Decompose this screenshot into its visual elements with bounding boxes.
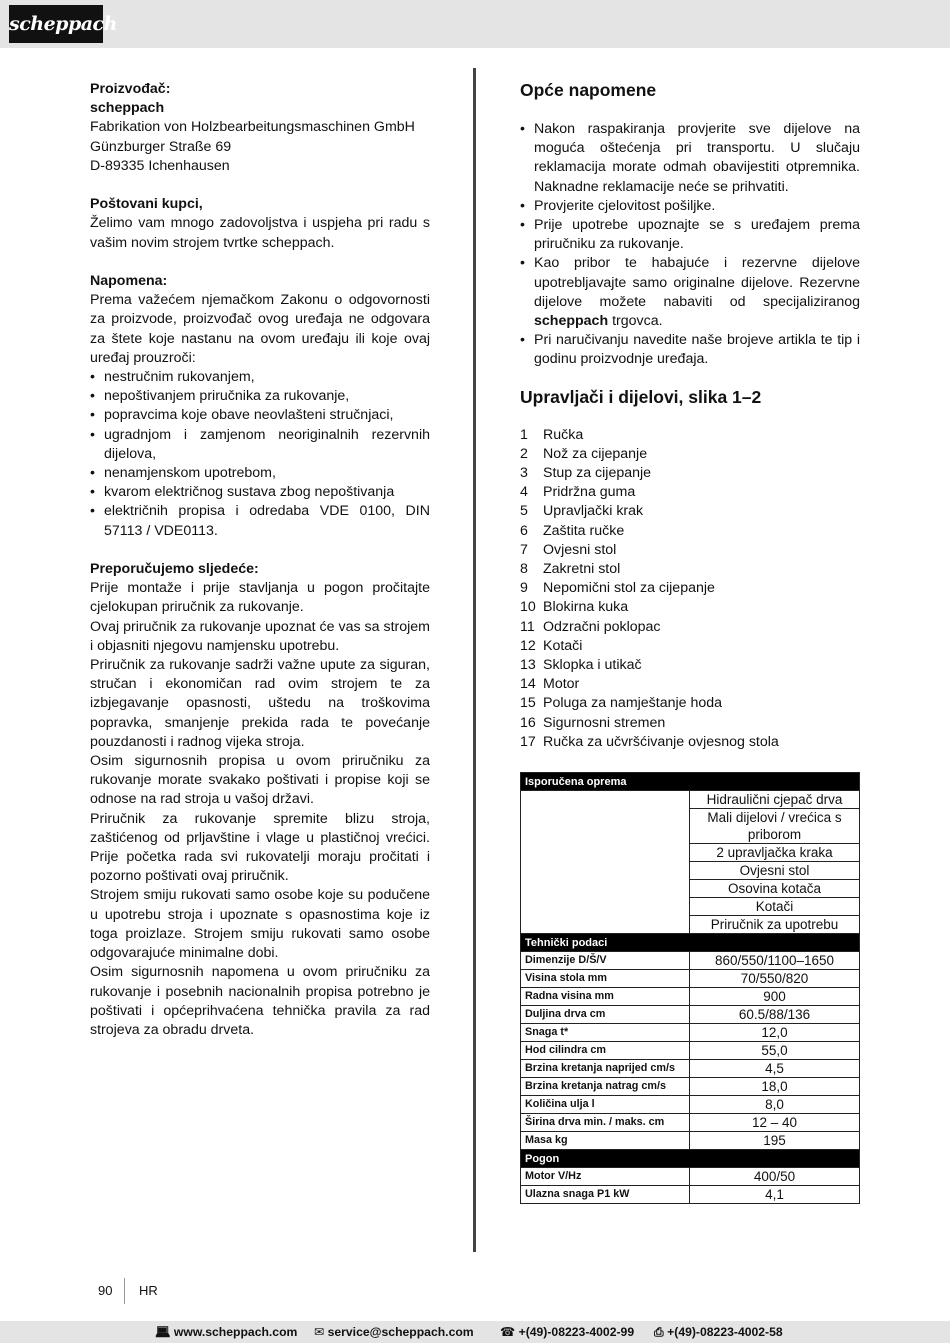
manufacturer-name: scheppach xyxy=(90,100,165,117)
part-number: 16 xyxy=(520,714,536,731)
part-item xyxy=(520,675,860,694)
recommendation-paragraph: Osim sigurnosnih propisa u ovom priručniku za rukovanje morate svakako poštivati i propise koji se odnose na rad stroja u vašoj državi. xyxy=(90,753,430,808)
dear-customers-text: Želimo vam mnogo zadovoljstva i uspjeha pri radu s vašim novim strojem tvrtke scheppach. xyxy=(90,215,430,251)
spec-row xyxy=(521,952,860,970)
delivery-item: Kotači xyxy=(690,898,860,916)
fax-icon: ⎙ xyxy=(654,1325,664,1339)
part-item xyxy=(520,502,860,521)
delivery-row xyxy=(521,791,860,809)
parts-list xyxy=(520,426,860,752)
part-label: Blokirna kuka xyxy=(543,599,629,616)
delivery-item: 2 upravljačka kraka xyxy=(690,844,860,862)
spec-label: Visina stola mm xyxy=(521,970,690,988)
part-label: Zaštita ručke xyxy=(543,522,625,539)
mail-icon: ✉︎ xyxy=(314,1325,325,1339)
part-label: Nož za cijepanje xyxy=(543,445,648,462)
part-item xyxy=(520,464,860,483)
website-item xyxy=(155,1321,297,1343)
spec-value: 12,0 xyxy=(690,1024,860,1042)
spec-row xyxy=(521,1114,860,1132)
recommendation-paragraph: Prije montaže i prije stavljanja u pogon pročitajte cjelokupan priručnik za rukovanje. xyxy=(90,580,430,616)
part-label: Ovjesni stol xyxy=(543,541,617,558)
email-item xyxy=(314,1321,474,1343)
spec-value: 400/50 xyxy=(690,1168,860,1186)
spec-label: Ulazna snaga P1 kW xyxy=(521,1186,690,1204)
part-label: Poluga za namještanje hoda xyxy=(543,695,723,712)
dear-customers-label: Poštovani kupci, xyxy=(90,196,203,213)
drive-header-label: Pogon xyxy=(521,1150,860,1168)
website-link[interactable]: www.scheppach.com xyxy=(173,1325,298,1339)
tech-header xyxy=(521,934,860,952)
part-label: Sklopka i utikač xyxy=(543,657,642,674)
part-label: Stup za cijepanje xyxy=(543,465,652,482)
fax-item xyxy=(654,1321,783,1343)
recommendation-paragraph: Priručnik za rukovanje sadrži važne upute za siguran, stručan i ekonomičan rad ovim strojem te za izbjegavanje opasnosti, uštedu na troškovima popravka, smanjenje prekida rada te povećanje pouzdanosti i radnog vijeka stroja. xyxy=(90,657,430,750)
note-item: • nepoštivanjem priručnika za rukovanje, xyxy=(90,387,430,406)
phone-number: +(49)-08223-4002-99 xyxy=(518,1325,635,1339)
spec-label: Dimenzije D/Š/V xyxy=(521,952,690,970)
column-divider xyxy=(473,68,476,1252)
part-number: 15 xyxy=(520,695,536,712)
part-number: 6 xyxy=(520,522,528,539)
part-number: 12 xyxy=(520,637,536,654)
part-item xyxy=(520,598,860,617)
address-line-1: Fabrikation von Holzbearbeitungsmaschinen GmbH xyxy=(90,119,415,136)
general-note-item: • Prije upotrebe upoznajte se s uređajem prema priručniku za rukovanje. xyxy=(520,216,860,254)
part-item xyxy=(520,637,860,656)
note-item: • nenamjenskom upotrebom, xyxy=(90,464,430,483)
general-note-item: • Provjerite cjelovitost pošiljke. xyxy=(520,197,860,216)
scheppach-logo: scheppach xyxy=(9,5,103,43)
spec-label: Duljina drva cm xyxy=(521,1006,690,1024)
part-number: 14 xyxy=(520,676,536,693)
accessory-text: Kao pribor te habajuće i rezervne dijelove upotrebljavajte samo originalne dijelove. Rezervne dijelove možete nabaviti od specijaliziranog xyxy=(534,255,860,310)
fax-number: +(49)-08223-4002-58 xyxy=(667,1325,783,1339)
general-notes-title: Opće napomene xyxy=(520,80,657,100)
spec-value: 195 xyxy=(690,1132,860,1150)
note-item: • kvarom električnog sustava zbog nepoštivanja xyxy=(90,483,430,502)
recommendation-paragraph: Ovaj priručnik za rukovanje upoznat će vas sa strojem i objasniti njegovu namjensku upotrebu. xyxy=(90,618,430,654)
spec-label: Brzina kretanja natrag cm/s xyxy=(521,1078,690,1096)
phone-icon: ☎︎ xyxy=(500,1325,516,1339)
delivery-header-label: Isporučena oprema xyxy=(521,773,860,791)
part-number: 1 xyxy=(520,426,528,443)
accessory-text-end: trgovca. xyxy=(608,313,663,330)
accessory-brand: scheppach xyxy=(534,313,609,330)
general-notes-list xyxy=(520,120,860,370)
specification-table xyxy=(520,772,860,1204)
spec-value: 860/550/1100–1650 xyxy=(690,952,860,970)
part-label: Upravljački krak xyxy=(543,503,644,520)
part-item xyxy=(520,483,860,502)
part-label: Nepomični stol za cijepanje xyxy=(543,580,715,597)
spec-value: 18,0 xyxy=(690,1078,860,1096)
note-item: • električnih propisa i odredaba VDE 0100, DIN 57113 / VDE0113. xyxy=(90,502,430,540)
note-item: • popravcima koje obave neovlašteni stručnjaci, xyxy=(90,406,430,425)
spec-row xyxy=(521,1186,860,1204)
spec-label: Širina drva min. / maks. cm xyxy=(521,1114,690,1132)
note-text: Prema važećem njemačkom Zakonu o odgovornosti za proizvode, proizvođač ovog uređaja ne odgovara za štete koje nastanu na ovom uređaju ili koje ovaj uređaj prouzroči: xyxy=(90,292,430,366)
spec-row xyxy=(521,1078,860,1096)
drive-header xyxy=(521,1150,860,1168)
part-label: Odzračni poklopac xyxy=(543,618,661,635)
part-number: 2 xyxy=(520,445,528,462)
delivery-item: Mali dijelovi / vrećica s priborom xyxy=(690,809,860,844)
part-item xyxy=(520,445,860,464)
general-note-item: • Nakon raspakiranja provjerite sve dijelove na moguća oštećenja pri transportu. U slučaju reklamacija morate odmah obavijestiti otpremnika. Naknadne reklamacije neće se prihvatiti. xyxy=(520,120,860,197)
controls-title: Upravljači i dijelovi, slika 1–2 xyxy=(520,386,762,407)
note-item: • ugradnjom i zamjenom neoriginalnih rezervnih dijelova, xyxy=(90,426,430,464)
general-note-item xyxy=(520,254,860,331)
header-bar xyxy=(0,0,950,48)
spec-row xyxy=(521,1042,860,1060)
delivery-item: Priručnik za upotrebu xyxy=(690,916,860,934)
language-code: HR xyxy=(139,1283,158,1298)
part-number: 11 xyxy=(520,618,535,635)
spec-label: Snaga t* xyxy=(521,1024,690,1042)
email-link[interactable]: service@scheppach.com xyxy=(327,1325,474,1339)
part-number: 7 xyxy=(520,541,528,558)
spec-label: Hod cilindra cm xyxy=(521,1042,690,1060)
spec-value: 4,5 xyxy=(690,1060,860,1078)
part-label: Kotači xyxy=(543,637,583,654)
part-label: Zakretni stol xyxy=(543,561,621,578)
spec-value: 4,1 xyxy=(690,1186,860,1204)
note-item: • nestručnim rukovanjem, xyxy=(90,368,430,387)
spec-row xyxy=(521,1132,860,1150)
left-column xyxy=(90,80,430,1040)
address-line-2: Günzburger Straße 69 xyxy=(90,138,232,155)
part-label: Pridržna guma xyxy=(543,484,636,501)
recommendation-paragraph: Priručnik za rukovanje spremite blizu stroja, zaštićenog od prljavštine i vlage u plastičnoj vrećici. Prije početka rada svi rukovatelji moraju pročitati i pozorno poštivati ovaj priručnik. xyxy=(90,810,430,885)
part-item xyxy=(520,426,860,445)
part-item xyxy=(520,541,860,560)
part-number: 5 xyxy=(520,503,528,520)
part-item xyxy=(520,579,860,598)
spec-label: Masa kg xyxy=(521,1132,690,1150)
part-number: 4 xyxy=(520,484,528,501)
delivery-item: Ovjesni stol xyxy=(690,862,860,880)
spec-value: 8,0 xyxy=(690,1096,860,1114)
spec-value: 70/550/820 xyxy=(690,970,860,988)
general-note-item: • Pri naručivanju navedite naše brojeve artikla te tip i godinu proizvodnje uređaja. xyxy=(520,331,860,369)
note-list xyxy=(90,368,430,541)
part-number: 8 xyxy=(520,561,528,578)
page-number: 90 xyxy=(98,1283,113,1298)
delivery-blank-cell xyxy=(521,791,690,934)
manufacturer-label: Proizvođač: xyxy=(90,81,171,97)
computer-icon: 💻︎ xyxy=(155,1325,171,1339)
part-number: 17 xyxy=(520,733,536,750)
part-number: 10 xyxy=(520,599,536,616)
phone-item xyxy=(500,1321,634,1343)
spec-row xyxy=(521,1006,860,1024)
footer-separator xyxy=(124,1278,125,1304)
spec-value: 12 – 40 xyxy=(690,1114,860,1132)
delivery-header xyxy=(521,773,860,791)
note-label: Napomena: xyxy=(90,273,168,289)
part-item xyxy=(520,694,860,713)
spec-value: 900 xyxy=(690,988,860,1006)
contact-bar xyxy=(0,1321,950,1343)
spec-value: 60.5/88/136 xyxy=(690,1006,860,1024)
part-item xyxy=(520,714,860,733)
spec-row xyxy=(521,1096,860,1114)
part-item xyxy=(520,618,860,637)
part-item xyxy=(520,560,860,579)
part-number: 13 xyxy=(520,657,536,674)
spec-label: Radna visina mm xyxy=(521,988,690,1006)
address-line-3: D-89335 Ichenhausen xyxy=(90,157,230,174)
recommendation-paragraph: Strojem smiju rukovati samo osobe koje su podučene u upotrebu stroja i upoznate s opasnostima koje iz toga proizlaze. Strojem smiju rukovati samo osobe odgovarajuće minimalne dobi. xyxy=(90,887,430,962)
part-item xyxy=(520,656,860,675)
spec-label: Količina ulja l xyxy=(521,1096,690,1114)
recommendation-label: Preporučujemo sljedeće: xyxy=(90,561,259,578)
recommendation-paragraph: Osim sigurnosnih napomena u ovom priručniku za rukovanje i posebnih nacionalnih propisa potrebno je poštivati i općeprihvaćena tehnička pravila za rad strojeva za obradu drveta. xyxy=(90,964,430,1038)
spec-row xyxy=(521,1024,860,1042)
spec-row xyxy=(521,1168,860,1186)
right-column xyxy=(520,80,860,752)
delivery-item: Hidraulični cjepač drva xyxy=(690,791,860,809)
part-item xyxy=(520,733,860,752)
spec-row xyxy=(521,988,860,1006)
tech-header-label: Tehnički podaci xyxy=(521,934,860,952)
spec-label: Brzina kretanja naprijed cm/s xyxy=(521,1060,690,1078)
delivery-item: Osovina kotača xyxy=(690,880,860,898)
spec-row xyxy=(521,1060,860,1078)
spec-value: 55,0 xyxy=(690,1042,860,1060)
part-label: Sigurnosni stremen xyxy=(543,714,666,731)
part-number: 9 xyxy=(520,580,528,597)
part-number: 3 xyxy=(520,465,528,482)
part-label: Ručka xyxy=(543,426,584,443)
spec-row xyxy=(521,970,860,988)
part-label: Ručka za učvršćivanje ovjesnog stola xyxy=(543,733,779,750)
part-label: Motor xyxy=(543,676,580,693)
spec-label: Motor V/Hz xyxy=(521,1168,690,1186)
part-item xyxy=(520,522,860,541)
